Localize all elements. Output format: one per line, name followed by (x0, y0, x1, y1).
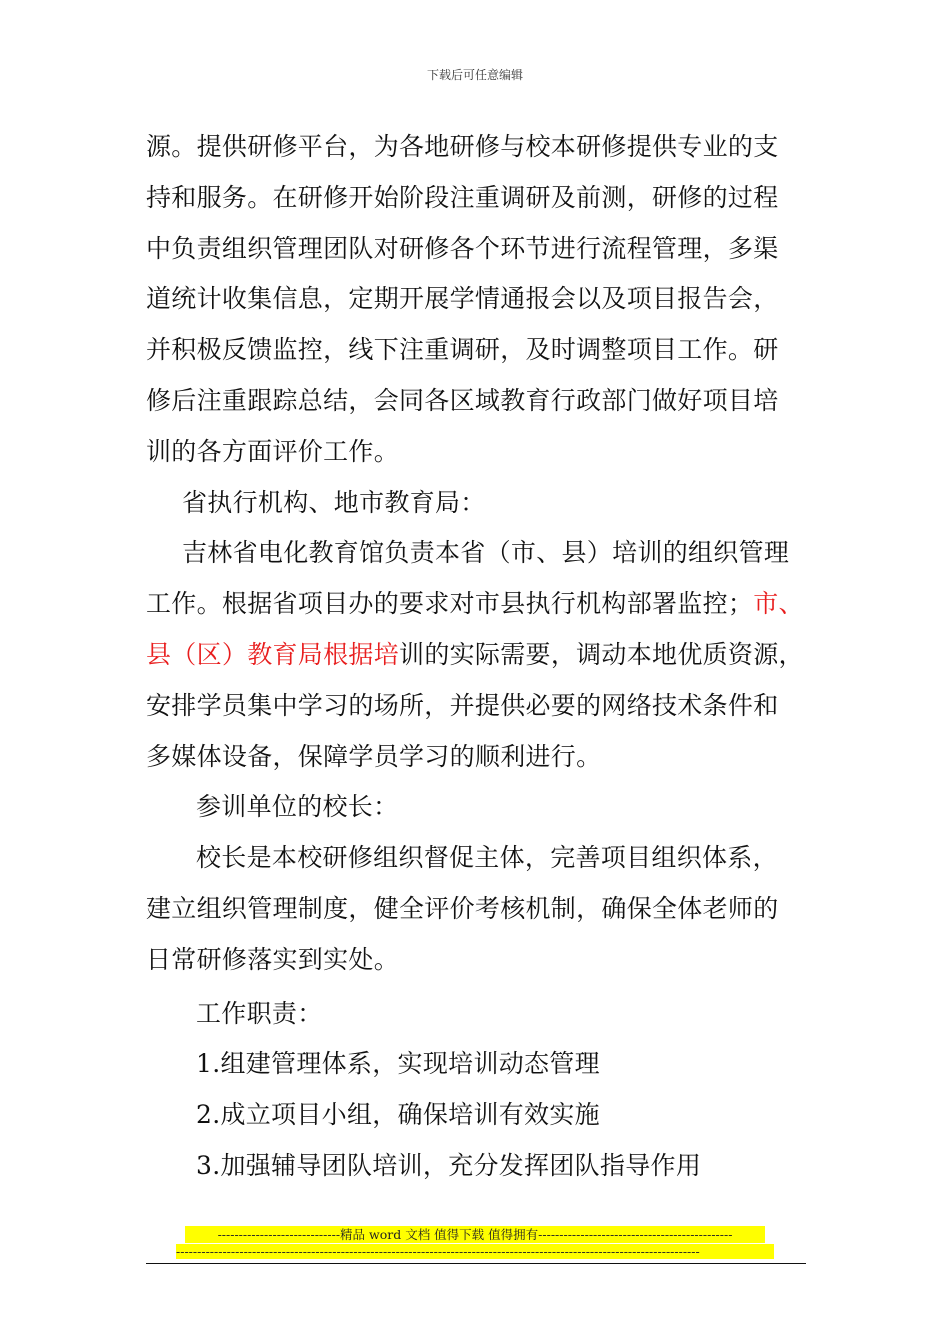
paragraph-line: 修后注重跟踪总结，会同各区域教育行政部门做好项目培 (146, 385, 779, 415)
paragraph-line: 多媒体设备，保障学员学习的顺利进行。 (146, 741, 602, 771)
highlighted-text: 市、 (753, 589, 804, 619)
paragraph-line: 吉林省电化教育馆负责本省（市、县）培训的组织管理 (182, 538, 790, 568)
paragraph-line: 日常研修落实到实处。 (146, 944, 400, 974)
text-span: 工作。根据省项目办的要求对市县执行机构部署监控； (146, 589, 754, 619)
paragraph-line: 持和服务。在研修开始阶段注重调研及前测，研修的过程 (146, 182, 779, 212)
header-note: 下载后可任意编辑 (426, 68, 523, 82)
paragraph-line: 校长是本校研修组织督促主体，完善项目组织体系， (196, 843, 778, 873)
list-item: 2.成立项目小组，确保培训有效实施 (196, 1100, 600, 1130)
footer-banner: -----------------------------精品 word 文档 值得下载 值得拥有---------------------------------------------- (185, 1226, 765, 1243)
list-item: 3.加强辅导团队培训，充分发挥团队指导作用 (196, 1150, 702, 1180)
section-heading: 工作职责： (196, 998, 323, 1028)
paragraph-line: 安排学员集中学习的场所，并提供必要的网络技术条件和 (146, 690, 779, 720)
section-heading: 参训单位的校长： (196, 792, 399, 822)
footer-divider-dashes: ---------------------------------------------------------------------------------------------------------------------------- (176, 1244, 774, 1259)
section-heading: 省执行机构、地市教育局： (182, 487, 486, 517)
list-item: 1.组建管理体系，实现培训动态管理 (196, 1049, 600, 1079)
paragraph-line: 并积极反馈监控，线下注重调研，及时调整项目工作。研 (146, 335, 779, 365)
document-body (146, 122, 814, 1192)
paragraph-line (146, 630, 814, 681)
highlighted-text: 县（区）教育局根据培 (146, 639, 400, 669)
paragraph-line: 源。提供研修平台，为各地研修与校本研修提供专业的支 (146, 132, 779, 161)
text-span: 训的实际需要，调动本地优质资源， (399, 639, 804, 669)
paragraph-line: 中负责组织管理团队对研修各个环节进行流程管理，多渠 (146, 233, 779, 263)
paragraph-line: 道统计收集信息，定期开展学情通报会以及项目报告会， (146, 284, 779, 314)
paragraph-line (146, 579, 814, 630)
paragraph-line: 建立组织管理制度，健全评价考核机制，确保全体老师的 (146, 893, 779, 923)
footer-rule (146, 1263, 806, 1264)
paragraph-line: 训的各方面评价工作。 (146, 436, 400, 466)
